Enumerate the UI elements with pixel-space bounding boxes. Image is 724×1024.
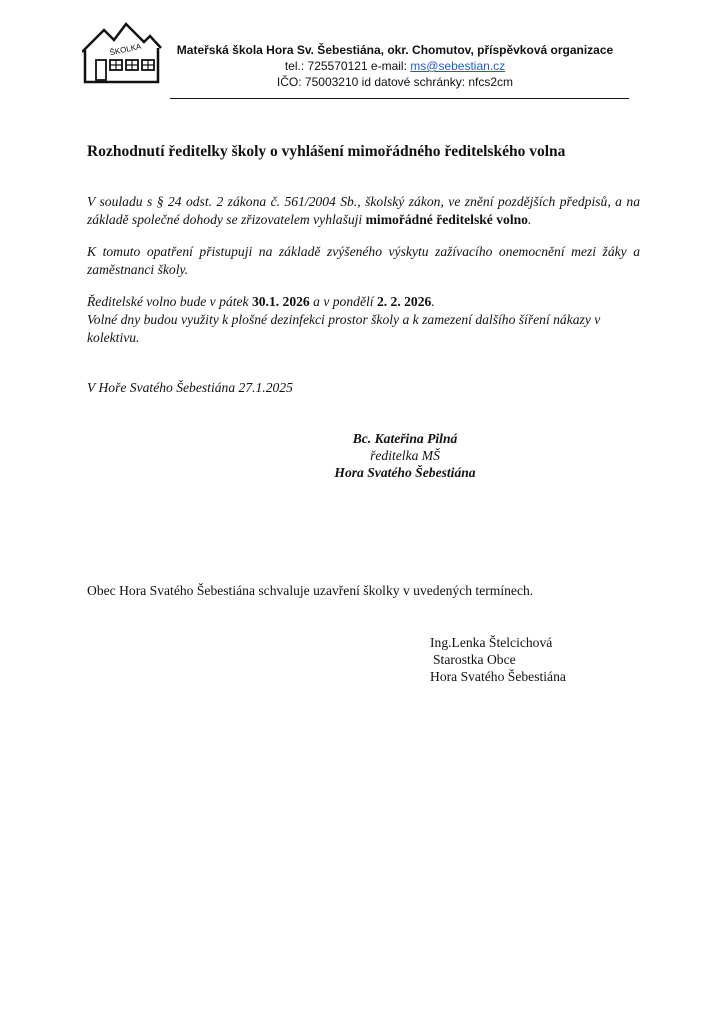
- email-link[interactable]: ms@sebestian.cz: [410, 59, 506, 73]
- p3-c: .: [431, 294, 435, 309]
- p3-b: a v pondělí: [309, 294, 377, 309]
- contact-phone: tel.: 725570121 e-mail:: [284, 59, 411, 73]
- signatory-role: ředitelka MŠ: [370, 448, 440, 463]
- header-divider: [170, 98, 629, 99]
- p3-line2: Volné dny budou využity k plošné dezinfekci prostor školy a k zamezení dalšího šíření nákazy v kolektivu.: [87, 312, 601, 345]
- letterhead: [160, 42, 630, 90]
- organization-name: Mateřská škola Hora Sv. Šebestiána, okr. Chomutov, příspěvková organizace: [176, 43, 614, 57]
- p1-text: V souladu s § 24 odst. 2 zákona č. 561/2004 Sb., školský zákon, ve znění pozdějších předpisů, a na základě společné dohody se zřizovatelem vyhlašuji: [87, 194, 640, 227]
- signatory-school: Hora Svatého Šebestiána: [334, 465, 476, 480]
- mayor-name: Ing.Lenka Štelcichová: [430, 635, 553, 650]
- school-logo: [82, 22, 162, 84]
- signature-block: [255, 430, 555, 481]
- date-1: 30.1. 2026: [251, 294, 310, 309]
- mayor-place: Hora Svatého Šebestiána: [430, 669, 566, 684]
- p1-end: .: [527, 212, 532, 227]
- paragraph-reason: K tomuto opatření přistupuji na základě zvýšeného výskytu zažívacího onemocnění mezi žáky a zaměstnanci školy.: [87, 244, 640, 277]
- ids-line: IČO: 75003210 id datové schránky: nfcs2cm: [276, 75, 514, 89]
- logo-text: ŠKOLKA: [108, 41, 143, 58]
- signatory-name: Bc. Kateřina Pilná: [352, 431, 458, 446]
- place-date: V Hoře Svatého Šebestiána 27.1.2025: [87, 380, 293, 395]
- p3-a: Ředitelské volno bude v pátek: [87, 294, 252, 309]
- approval-statement: Obec Hora Svatého Šebestiána schvaluje uzavření školky v uvedených termínech.: [87, 583, 534, 598]
- contact-line: [160, 58, 630, 74]
- mayor-role: Starostka Obce: [433, 652, 516, 667]
- p1-bold: mimořádné ředitelské volno: [365, 212, 528, 227]
- paragraph-legal-basis: [87, 193, 640, 229]
- mayor-block: [430, 634, 566, 685]
- date-2: 2. 2. 2026: [376, 294, 432, 309]
- document-title: Rozhodnutí ředitelky školy o vyhlášení mimořádného ředitelského volna: [87, 143, 566, 160]
- paragraph-dates: [87, 293, 640, 347]
